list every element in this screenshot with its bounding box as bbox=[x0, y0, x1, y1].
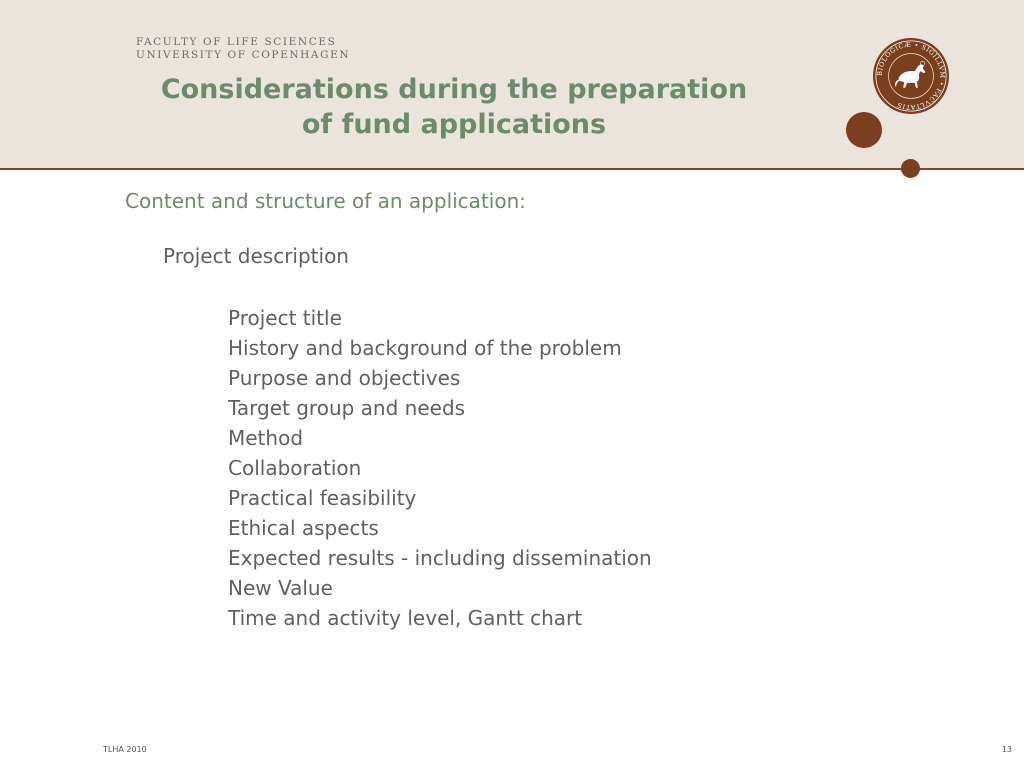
list-item: Method bbox=[228, 426, 304, 450]
list-item: Target group and needs bbox=[228, 396, 466, 420]
list-item: History and background of the problem bbox=[228, 336, 622, 360]
list-item: Expected results - including dissemination bbox=[228, 546, 652, 570]
university-name: UNIVERSITY OF COPENHAGEN bbox=[136, 49, 351, 61]
slide-title-line-1: Considerations during the preparation bbox=[160, 74, 748, 105]
seal-text: BIOLOGICÆ • SIGILLVM • FACVLTATIS bbox=[875, 40, 947, 112]
decorative-large-dot bbox=[846, 112, 882, 148]
slide-title-line-2: of fund applications bbox=[301, 109, 607, 140]
university-seal-icon bbox=[872, 37, 950, 115]
outline-level-1-item: Project description bbox=[163, 244, 349, 268]
slide-title bbox=[100, 72, 808, 142]
slide-header bbox=[0, 0, 1024, 170]
list-item: Collaboration bbox=[228, 456, 362, 480]
decorative-small-dot bbox=[901, 159, 920, 178]
list-item: Project title bbox=[228, 306, 342, 330]
list-item: Practical feasibility bbox=[228, 486, 417, 510]
list-item: Purpose and objectives bbox=[228, 366, 461, 390]
list-item: New Value bbox=[228, 576, 333, 600]
faculty-logotype bbox=[136, 36, 350, 62]
page-number: 13 bbox=[1001, 745, 1012, 754]
outline-items-list bbox=[228, 303, 652, 633]
list-item: Time and activity level, Gantt chart bbox=[228, 606, 583, 630]
faculty-name: FACULTY OF LIFE SCIENCES bbox=[136, 36, 337, 48]
list-item: Ethical aspects bbox=[228, 516, 379, 540]
section-subheading: Content and structure of an application: bbox=[125, 189, 526, 213]
footer-label: TLHA 2010 bbox=[103, 745, 147, 754]
